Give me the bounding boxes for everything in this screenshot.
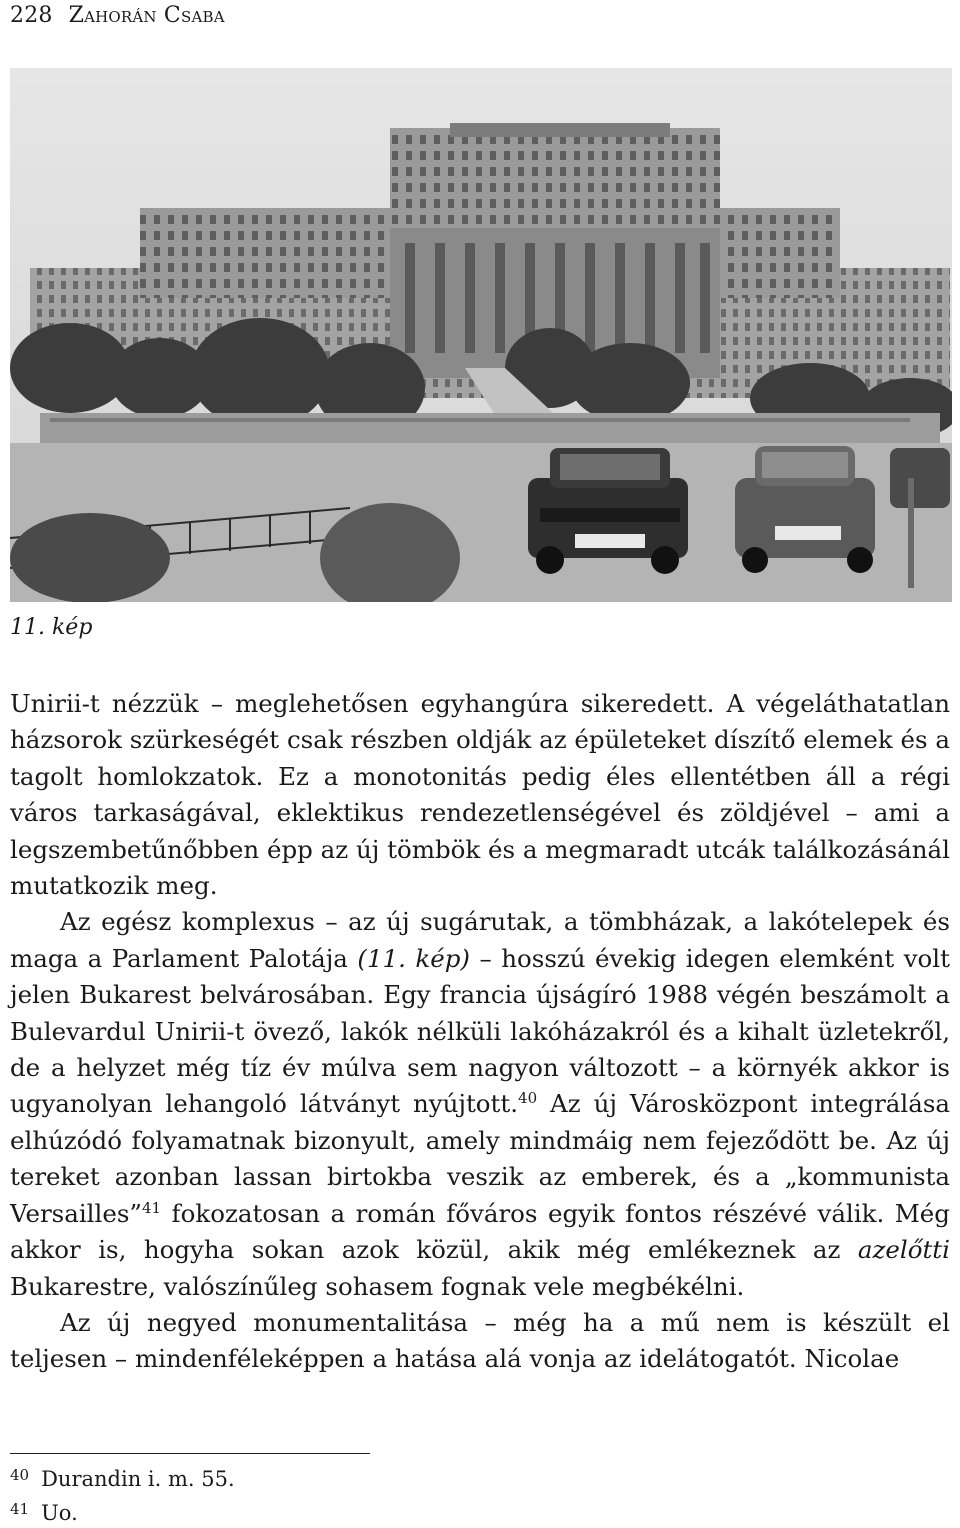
paragraph: [10, 904, 950, 1304]
running-author: Zahorán Csaba: [68, 3, 225, 28]
post: [908, 478, 914, 588]
running-header: [10, 0, 225, 32]
text-run: Unirii-t nézzük – meglehetősen egyhangúra sikeredett. A végeláthatatlan házsorok szürkeségét csak részben oldják az épületeket díszítő elemek és a tagolt homlokzatok. Ez a monotonitás pedig éles ellentétben áll a régi város tarkaságával, eklektikus rendezetlenségével és zöldjével – ami a legszembetűnőbben épp az új tömbök és a megmaradt utcák találkozásánál mutatkozik meg.: [10, 689, 950, 901]
text-run: Az egész komplexus – az új sugárutak, a tömbházak, a lakótelepek és maga a Parlament Palotája: [10, 907, 950, 973]
footnote-ref: 41: [141, 1198, 162, 1217]
figure-caption: 11. kép: [10, 615, 93, 640]
balustrade: [40, 413, 940, 443]
footnotes: [10, 1460, 235, 1528]
photo-illustration: [10, 68, 952, 602]
text-run: fokozatosan a román főváros egyik fontos részévé válik. Még akkor is, hogyha sokan azok közül, akik még emlékeznek az: [10, 1198, 950, 1265]
body-text: [10, 686, 950, 1378]
car-right: [735, 446, 875, 573]
paragraph: [10, 686, 950, 904]
text-run: Az új Városközpont integrálása elhúzódó folyamatnak bizonyult, amely mindmáig nem fejeződött be. Az új tereket azonban lassan birtokba veszik az emberek, és a „kommunista Versailles”: [10, 1089, 951, 1228]
footnote-ref: 40: [518, 1089, 538, 1108]
paragraph: [10, 1305, 950, 1378]
footnote-rule: [10, 1453, 370, 1454]
text-run: Az új negyed monumentalitása – még ha a mű nem is készült el teljesen – mindenféleképpen a hatása alá vonja az idelátogatót. Nicolae: [10, 1307, 950, 1374]
footnote-text: Uo.: [41, 1501, 78, 1525]
palace-upper-tier: [390, 128, 720, 238]
bush-left: [10, 513, 170, 602]
text-run: – hosszú évekig idegen elemként volt jelen Bukarest belvárosában. Egy francia újságíró 1988 végén beszámolt a Bulevardul Unirii-t övező, lakók nélküli lakóházakról és a kihalt üzletekről, de a helyzet még tíz év múlva sem nagyon változott – a környék akkor is ugyanolyan lehangoló látványt nyújtott.: [10, 943, 950, 1119]
italic-run: azelőtti: [857, 1235, 950, 1265]
footnote-number: 41: [10, 1500, 30, 1518]
car-left: [528, 448, 688, 574]
car-background: [890, 448, 950, 508]
footnote-number: 40: [10, 1466, 30, 1484]
footnote: [10, 1460, 235, 1494]
page-number: 228: [10, 3, 53, 28]
text-run: Bukarestre, valószínűleg sohasem fognak vele megbékélni.: [10, 1271, 745, 1301]
building-photo: [10, 68, 952, 602]
footnote: [10, 1494, 235, 1528]
italic-run: (11. kép): [357, 943, 470, 973]
footnote-text: Durandin i. m. 55.: [41, 1467, 235, 1491]
